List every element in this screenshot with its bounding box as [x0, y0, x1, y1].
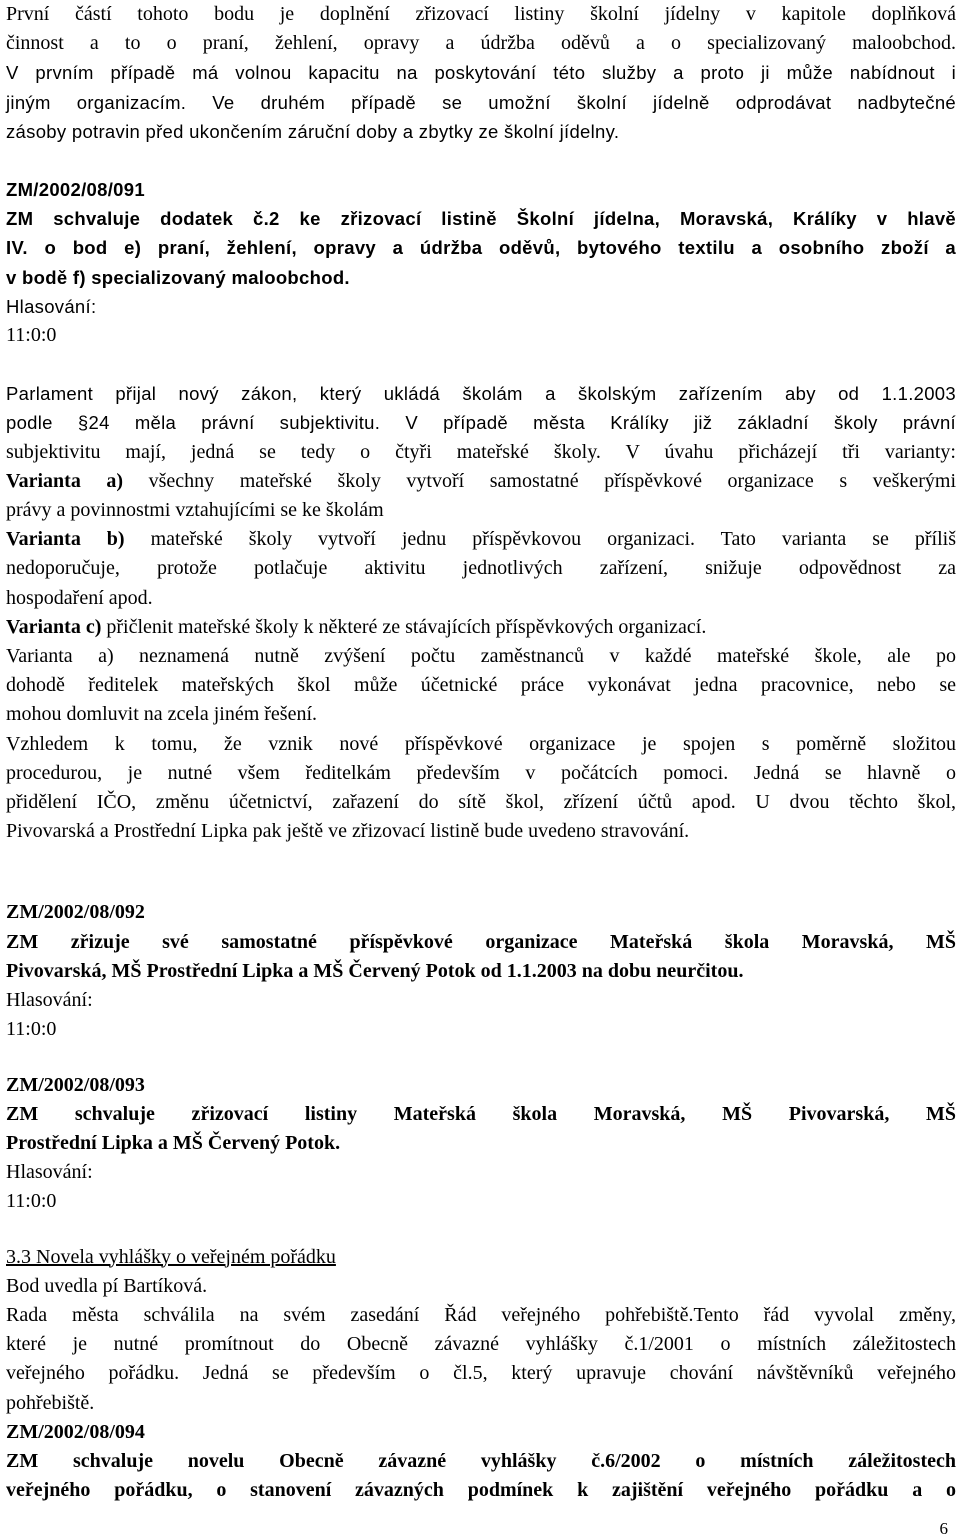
text-line: právy a povinnostmi vztahujícími se ke školám [6, 499, 384, 522]
page-number: 6 [939, 1519, 948, 1538]
text-line: nedoporučuje, protože potlačuje aktivitu jednotlivých zařízení, snižuje odpovědnost za [6, 557, 956, 580]
resolution-code: ZM/2002/08/093 [6, 1073, 145, 1096]
variant-a-line: Varianta a) všechny mateřské školy vytvoří samostatné příspěvkové organizace s veškerými [6, 469, 957, 492]
text-line: zásoby potravin před ukončením záruční doby a zbytky ze školní jídelny. [6, 120, 620, 142]
text-line: Rada města schválila na svém zasedání Řád veřejného pohřebiště.Tento řád vyvolal změny, [6, 1303, 956, 1326]
resolution-code: ZM/2002/08/092 [6, 901, 145, 924]
text-line: V prvním případě má volnou kapacitu na poskytování této služby a proto ji může nabídnout i [6, 62, 956, 84]
text-line: přidělení IČO, změnu účetnictví, zařazení do sítě škol, zřízení účtů apod. U dvou těchto škol, [6, 791, 956, 814]
resolution-091 [6, 175, 956, 350]
document-page [6, 0, 956, 1505]
text-line: První částí tohoto bodu je doplnění zřizovací listiny školní jídelny v kapitole doplňková [6, 3, 956, 25]
intro-paragraph [6, 0, 956, 146]
resolution-code: ZM/2002/08/094 [6, 1420, 145, 1443]
vote-result: 11:0:0 [6, 324, 57, 347]
vote-result: 11:0:0 [6, 1190, 57, 1213]
presenter-line: Bod uvedla pí Bartíková. [6, 1274, 208, 1297]
variant-a-label: Varianta a) [6, 469, 124, 492]
resolution-092 [6, 898, 956, 1044]
vote-result: 11:0:0 [6, 1018, 57, 1041]
text-line: podle §24 měla právní subjektivitu. V případě města Králíky již základní školy právní [6, 412, 956, 434]
parliament-paragraph [6, 379, 956, 846]
resolution-text-line: ZM zřizuje své samostatné příspěvkové organizace Mateřská škola Moravská, MŠ [6, 930, 956, 953]
text-line: dohodě ředitelek mateřských škol může účetnické práce vykonávat jedna pracovnice, nebo se [6, 674, 956, 697]
text-line: subjektivitu mají, jedná se tedy o čtyři mateřské školy. V úvahu přicházejí tři varianty: [6, 440, 956, 463]
resolution-text-line: ZM schvaluje zřizovací listiny Mateřská škola Moravská, MŠ Pivovarská, MŠ [6, 1102, 956, 1125]
resolution-text-line: Pivovarská, MŠ Prostřední Lipka a MŠ Červený Potok od 1.1.2003 na dobu neurčitou. [6, 959, 744, 982]
resolution-code: ZM/2002/08/091 [6, 179, 145, 201]
resolution-093 [6, 1071, 956, 1217]
text-line: veřejného pořádku. Jedná se především o čl.5, který upravuje chování návštěvníků veřejného [6, 1362, 956, 1385]
section-3-3 [6, 1243, 956, 1418]
text-line: které je nutné promítnout do Obecně závazné vyhlášky č.1/2001 o místních záležitostech [6, 1333, 956, 1356]
text-line: procedurou, je nutné všem ředitelkám především v počátcích pomoci. Jedná se hlavně o [6, 761, 956, 784]
resolution-text-line: IV. o bod e) praní, žehlení, opravy a údržba oděvů, bytového textilu a osobního zboží a [6, 237, 956, 259]
resolution-text-line: ZM schvaluje dodatek č.2 ke zřizovací listině Školní jídelna, Moravská, Králíky v hlavě [6, 208, 956, 230]
text-line: jiným organizacím. Ve druhém případě se umožní školní jídelně odprodávat nadbytečné [6, 91, 956, 113]
variant-c-label: Varianta c) [6, 615, 102, 638]
vote-label: Hlasování: [6, 295, 97, 317]
resolution-text-line: Prostřední Lipka a MŠ Červený Potok. [6, 1131, 341, 1154]
vote-label: Hlasování: [6, 1161, 93, 1184]
resolution-text-line: veřejného pořádku, o stanovení závazných podmínek k zajištění veřejného pořádku a o [6, 1479, 956, 1502]
text-line: činnost a to o praní, žehlení, opravy a údržba oděvů a o specializovaný maloobchod. [6, 32, 956, 55]
resolution-text-line: v bodě f) specializovaný maloobchod. [6, 266, 350, 288]
text-line: mohou domluvit na zcela jiném řešení. [6, 703, 318, 726]
text-line: pohřebiště. [6, 1391, 95, 1414]
variant-c-line: Varianta c) přičlenit mateřské školy k některé ze stávajících příspěvkových organizací. [6, 615, 707, 638]
variant-b-label: Varianta b) [6, 528, 125, 551]
vote-label: Hlasování: [6, 989, 93, 1012]
text-line: Varianta a) neznamená nutně zvýšení počtu zaměstnanců v každé mateřské škole, ale po [6, 645, 956, 668]
resolution-text-line: ZM schvaluje novelu Obecně závazné vyhlášky č.6/2002 o místních záležitostech [6, 1449, 956, 1472]
section-heading: 3.3 Novela vyhlášky o veřejném pořádku [6, 1245, 336, 1268]
text-line: Pivovarská a Prostřední Lipka pak ještě ve zřizovací listině bude uvedeno stravování. [6, 820, 690, 843]
variant-b-line: Varianta b) mateřské školy vytvoří jednu příspěvkovou organizaci. Tato varianta se příliš [6, 528, 956, 551]
text-line: hospodaření apod. [6, 586, 153, 609]
text-line: Vzhledem k tomu, že vznik nové příspěvkové organizace je spojen s poměrně složitou [6, 732, 956, 755]
text-line: Parlament přijal nový zákon, který ukládá školám a školským zařízením aby od 1.1.2003 [6, 383, 956, 405]
resolution-094 [6, 1418, 956, 1506]
